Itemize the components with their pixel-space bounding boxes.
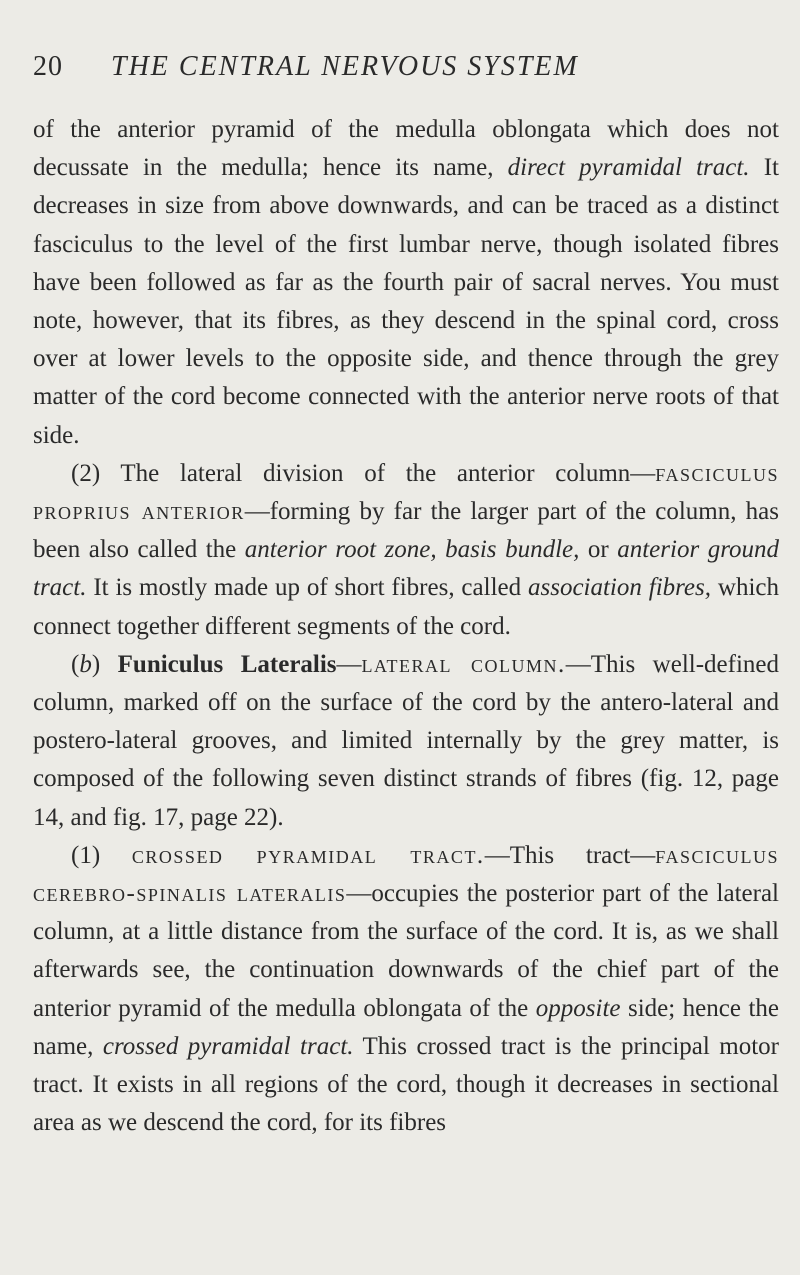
body-text — [33, 111, 779, 1142]
smallcaps-term: lateral column. — [361, 650, 566, 678]
text-run: ) — [91, 650, 118, 678]
italic-term: anterior ground tract. — [33, 536, 780, 602]
text-run: It decreases in size from above downwards, and can be traced as a distinct fasciculus to the level of the first lumbar nerve, though isolated fibres have been followed as far as the fourth pair of sacral nerves. You must note, however, that its fibres, as they descend in the spinal cord, cross over at lower levels to the opposite side, and thence through the grey matter of the cord become connected with the anterior nerve roots of that side. — [33, 154, 779, 449]
italic-term: anterior root zone, basis bundle, — [244, 536, 580, 564]
text-run: — — [336, 650, 362, 678]
italic-term: b — [79, 650, 92, 678]
text-run: —This tract— — [484, 841, 656, 869]
paragraph — [33, 111, 779, 455]
text-run: —This well-defined column, marked off on the surface of the cord by the antero-lateral and postero-lateral grooves, and limited internally by the grey matter, is composed of the following seven distinct strands of fibres (fig. 12, page 14, and fig. 17, page 22). — [33, 650, 779, 831]
text-run: —occupies the posterior part of the lateral column, at a little distance from the surface of the cord. It is, as we shall afterwards see, the continuation downwards of the chief part of the anterior pyramid of the medulla oblongata of the — [33, 880, 779, 1022]
paragraph — [33, 455, 779, 646]
paragraph — [33, 646, 779, 837]
text-run: or — [579, 536, 618, 564]
text-run: (2) The lateral division of the anterior column— — [71, 459, 656, 487]
text-run: This crossed tract is the principal motor tract. It exists in all regions of the cord, though it decreases in sectional area as we descend the cord, for its fibres — [33, 1032, 779, 1137]
paragraph — [33, 837, 779, 1143]
smallcaps-term: fasciculus cerebro-spinalis lateralis — [33, 841, 779, 908]
section-heading: Funiculus Lateralis — [117, 650, 337, 678]
italic-term: crossed pyramidal tract. — [102, 1032, 354, 1060]
page-number: 20 — [33, 51, 63, 82]
text-run: which connect together different segments of the cord. — [33, 574, 779, 640]
italic-term: opposite — [535, 994, 621, 1022]
text-run: side; hence the name, — [33, 994, 779, 1060]
text-run: It is mostly made up of short fibres, called — [86, 574, 528, 602]
page-header — [33, 50, 773, 84]
text-run: ( — [71, 650, 80, 678]
italic-term: direct pyramidal tract. — [507, 154, 750, 182]
smallcaps-term: crossed pyramidal tract. — [131, 841, 485, 869]
running-title: THE CENTRAL NERVOUS SYSTEM — [111, 51, 579, 82]
text-run: of the anterior pyramid of the medulla oblongata which does not decussate in the medulla; hence its name, — [33, 116, 779, 182]
text-run: (1) — [71, 841, 132, 869]
smallcaps-term: fasciculus proprius anterior — [33, 459, 779, 526]
text-run: —forming by far the larger part of the column, has been also called the — [33, 498, 779, 564]
italic-term: association fibres, — [527, 574, 712, 602]
